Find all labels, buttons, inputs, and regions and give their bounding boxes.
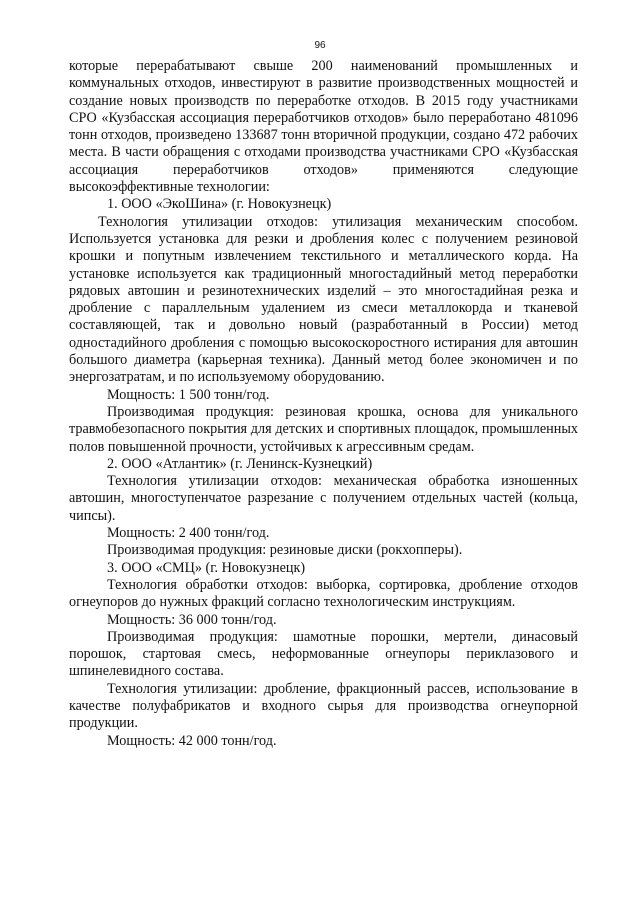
document-body (69, 58, 578, 750)
smc-utilization-technology: Технология утилизации: дробление, фракционный рассев, использование в качестве полуфабрикатов и входного сырья для производства огнеупорной продукции. (69, 680, 578, 732)
atlantik-products: Производимая продукция: резиновые диски (рокхопперы). (107, 542, 463, 559)
intro-paragraph: которые перерабатывают свыше 200 наименований промышленных и коммунальных отходов, инвестируют в развитие производственных мощностей и создание новых производств по переработке отходов. В 2015 году участниками СРО «Кузбасская ассоциация переработчиков отходов» было переработано 481096 тонн отходов, произведено 133687 тонн вторичной продукции, создано 472 рабочих места. В части обращения с отходами производства участниками СРО «Кузбасская ассоциация переработчиков отходов» применяются следующие высокоэффективные технологии: (69, 58, 578, 196)
ecoshina-capacity: Мощность: 1 500 тонн/год. (107, 386, 270, 403)
company-heading-ecoshina: 1. ООО «ЭкоШина» (г. Новокузнецк) (107, 196, 332, 213)
company-heading-atlantik: 2. ООО «Атлантик» (г. Ленинск-Кузнецкий) (107, 455, 373, 472)
atlantik-technology: Технология утилизации отходов: механическая обработка изношенных автошин, многоступенчатое разрезание с получением отдельных частей (кольца, чипсы). (69, 473, 578, 524)
smc-utilization-capacity: Мощность: 42 000 тонн/год. (107, 732, 277, 749)
ecoshina-technology: Технология утилизации отходов: утилизация механическим способом. Используется установка для резки и дробления колес с получением резиновой крошки и попутным извлечением текстильного и металлического корда. На установке используется как традиционный многостадийный метод переработки рядовых автошин и резинотехнических изделий – это многостадийная резка и дробление с параллельным удалением из смеси металлокорда и тканевой составляющей, так и довольно новый (разработанный в России) метод одностадийного дробления с помощью высокоскоростного истирания для автошин большого диаметра (карьерная техника). Данный метод более экономичен и по энергозатратам, и по используемому оборудованию. (69, 213, 578, 386)
smc-processing-technology: Технология обработки отходов: выборка, сортировка, дробление отходов огнеупоров до нужных фракций согласно технологическим инструкциям. (69, 576, 578, 611)
smc-products: Производимая продукция: шамотные порошки, мертели, динасовый порошок, стартовая смесь, неформованные огнеупоры периклазового и шпинелевидного состава. (69, 628, 578, 680)
ecoshina-products: Производимая продукция: резиновая крошка, основа для уникального травмобезопасного покрытия для детских и спортивных площадок, промышленных полов повышенной прочности, устойчивых к агрессивным средам. (69, 403, 578, 455)
page-number: 96 (314, 40, 326, 51)
atlantik-capacity: Мощность: 2 400 тонн/год. (107, 525, 270, 542)
company-heading-smc: 3. ООО «СМЦ» (г. Новокузнецк) (107, 559, 306, 576)
smc-processing-capacity: Мощность: 36 000 тонн/год. (107, 611, 277, 628)
